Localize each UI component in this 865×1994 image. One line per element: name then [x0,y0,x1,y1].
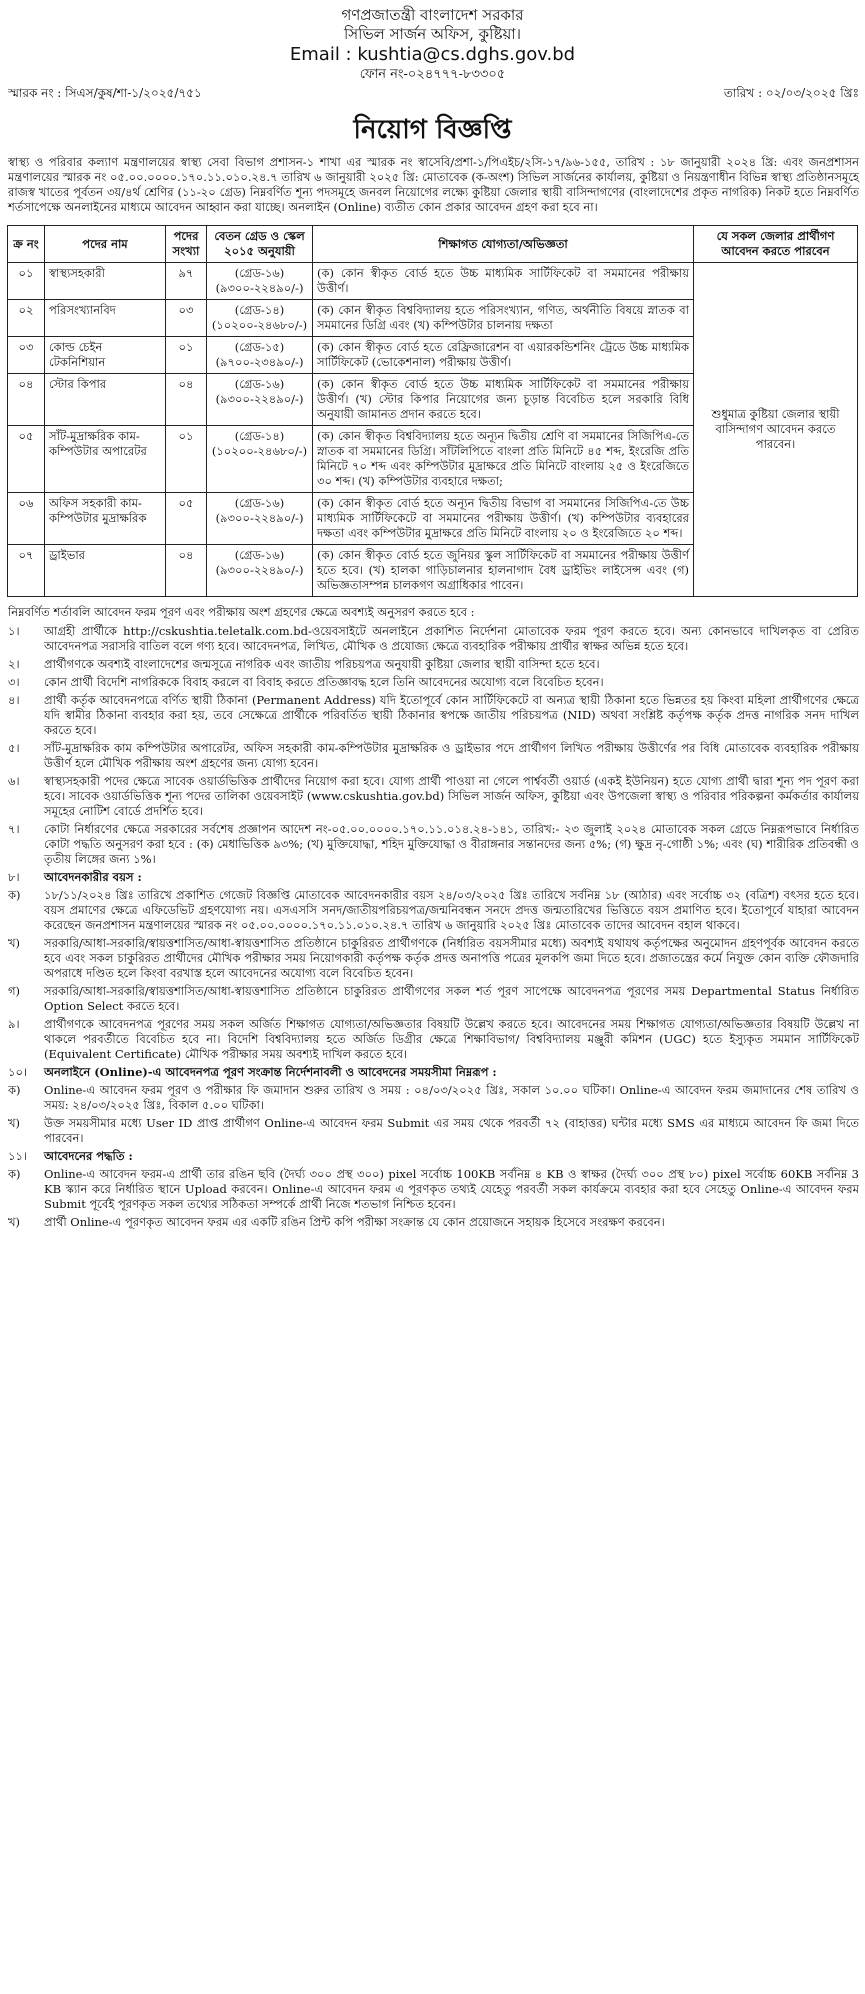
condition-number: ৪। [8,693,20,708]
condition-heading: আবেদনের পদ্ধতি : [44,1149,133,1164]
row-post-count: ০৩ [166,300,207,337]
sub-condition-item [8,1116,859,1146]
row-grade [207,337,313,374]
condition-text: সাঁট-মুদ্রাক্ষরিক কাম কম্পিউটার অপারেটর, অফিস সহকারী কাম-কম্পিউটার মুদ্রাক্ষরিক ও ড্রাইভার পদে প্রার্থীগণ লিখিত পরীক্ষায় উত্তীর্ণের পর বিধি মোতাবেক ব্যবহারিক পরীক্ষায় উত্তীর্ণ হলে মৌখিক পরীক্ষায় অংশ গ্রহণের জন্য যোগ্য হবেন। [44,741,859,771]
condition-number: ১। [8,624,20,639]
sub-condition-number: খ) [8,1116,21,1131]
condition-heading: অনলাইনে (Online)-এ আবেদনপত্র পূরণ সংক্রান্ত নির্দেশনাবলী ও আবেদনের সময়সীমা নিম্নরূপ : [44,1065,497,1080]
row-qualification: (ক) কোন স্বীকৃত বোর্ড হতে উচ্চ মাধ্যমিক সার্টিফিকেট বা সমমানের পরীক্ষায় উত্তীর্ণ। [313,263,694,300]
pay-scale: (১০২০০-২৪৬৮০/-) [211,444,308,459]
col-header-sl: ক্র নং [8,226,45,263]
condition-text: আগ্রহী প্রার্থীকে http://cskushtia.teletalk.com.bd-ওয়েবসাইটে অনলাইনে প্রকাশিত নির্দেশনা মোতাবেক ফরম পূরণ করতে হবে। অন্য কোনভাবে দাখিলকৃত বা প্রেরিত আবেদনপত্র সরাসরি বাতিল বলে গণ্য হবে। আবেদনপত্র, লিখিত, মৌখিক ও প্রযোজ্য ক্ষেত্রে ব্যবহারিক পরীক্ষায় প্রার্থীর স্বাক্ষর অভিন্ন হতে হবে। [44,624,859,654]
conditions-intro: নিম্নবর্ণিত শর্তাবলি আবেদন ফরম পূরণ এবং পরীক্ষায় অংশ গ্রহণের ক্ষেত্রে অবশ্যই অনুসরণ করতে হবে : [8,605,475,620]
condition-text: কোটা নির্ধারণের ক্ষেত্রে সরকারের সর্বশেষ প্রজ্ঞাপন আদেশ নং-০৫.০০.০০০০.১৭০.১১.০১৪.২৪-১৪১, তারিখ:- ২৩ জুলাই ২০২৪ মোতাবেক সকল গ্রেডে নিম্নরূপভাবে নির্ধারিত কোটা পদ্ধতি অনুসরণ করা হবে : (ক) মেধাভিত্তিক ৯৩%; (খ) মুক্তিযোদ্ধা, শহিদ মুক্তিযোদ্ধা ও বীরাঙ্গনার সন্তানদের জন্য ৫%; (গ) ক্ষুদ্র নৃ-গোষ্ঠী ১%; এবং (ঘ) শারীরিক প্রতিবন্ধী ও তৃতীয় লিঙ্গের জন্য ১%। [44,822,859,867]
row-post-name: ড্রাইভার [45,545,166,597]
grade-label: (গ্রেড-১৪) [234,303,285,318]
condition-item [8,1149,859,1164]
row-qualification: (ক) কোন স্বীকৃত বোর্ড হতে জুনিয়র স্কুল সার্টিফিকেট বা সমমানের পরীক্ষায় উত্তীর্ণ হতে হবে। (খ) হালকা গাড়িচালনার হালনাগাদ বৈধ ড্রাইভিং লাইসেন্স এবং (গ) অভিজ্ঞতাসম্পন্ন চালকগণ অগ্রাধিকার পাবেন। [313,545,694,597]
condition-number: ৩। [8,675,20,690]
condition-number: ১০। [8,1065,28,1080]
office-email: Email : kushtia@cs.dghs.gov.bd [289,44,576,65]
page-title: নিয়োগ বিজ্ঞপ্তি [353,114,512,145]
sub-condition-text: ১৮/১১/২০২৪ খ্রিঃ তারিখে প্রকাশিত গেজেট বিজ্ঞপ্তি মোতাবেক আবেদনকারীর বয়স ২৪/০৩/২০২৫ খ্রিঃ তারিখে সর্বনিম্ন ১৮ (আঠার) এবং সর্বোচ্চ ৩২ (বত্রিশ) বৎসর হতে হবে। বয়স প্রমাণের ক্ষেত্রে এফিডেভিট গ্রহণযোগ্য নয়। এসএসসি সনদ/জাতীয়পরিচয়পত্র/জন্মনিবন্ধন সনদে প্রদত্ত জন্মতারিখের ভিত্তিতে বয়স প্রমাণিত হবে। ইতোপূর্বে যাহারা আবেদন করেছেন জনপ্রশাসন মন্ত্রণালয়ের স্মারক নং ০৫.০০.০০০০.১৭০.১১.০১০.২৪.৭ তারিখ ৬ জানুয়ারি ২০২৫ খ্রিঃ মোতাবেক তাদের আবেদন বহাল থাকবে। [44,888,859,933]
pay-scale: (৯৩০০-২২৪৯০/-) [215,511,304,526]
intro-paragraph: স্বাস্থ্য ও পরিবার কল্যাণ মন্ত্রণালয়ের স্বাস্থ্য সেবা বিভাগ প্রশাসন-১ শাখা এর স্মারক নং স্বাসেবি/প্রশা-১/পিএইচ/২সি-১৭/৯৬-১৫৫, তারিখ : ১৮ জানুয়ারী ২০২৪ খ্রি: এবং জনপ্রশাসন মন্ত্রণালয়ের স্মারক নং ০৫.০০.০০০০.১৭০.১১.০১০.২৪.৭ তারিখ ৬ জানুয়ারী ২০২৫ খ্রি: মোতাবেক (ক-অংশ) সিভিল সার্জনের কার্যালয়, কুষ্টিয়া ও নিয়ন্ত্রণাধীন বিভিন্ন স্বাস্থ্য প্রতিষ্ঠানসমূহে রাজস্ব খাতের পূর্বতন ৩য়/৪র্থ শ্রেণির (১১-২০ গ্রেড) নিম্নবর্ণিত শূন্য পদসমূহে জনবল নিয়োগের লক্ষ্যে কুষ্টিয়া জেলার স্থায়ী বাসিন্দাগণের (বাংলাদেশের প্রকৃত নাগরিক) নিকট হতে নিম্নবর্ণিত শর্তসাপেক্ষে অনলাইনের মাধ্যমে আবেদন আহ্বান করা যাচ্ছে। অনলাইন (Online) ব্যতীত কোন প্রকার আবেদন গ্রহণ করা হবে না। [8,155,859,215]
condition-item [8,1065,859,1080]
row-grade [207,493,313,545]
sub-condition-item [8,984,859,1014]
grade-label: (গ্রেড-১৪) [234,429,285,444]
condition-number: ৭। [8,822,20,837]
row-grade [207,300,313,337]
sub-condition-item [8,1215,859,1230]
row-sl: ০২ [8,300,45,337]
sub-condition-text: সরকারি/আধা-সরকারি/স্বায়ত্তশাসিত/আধা-স্বায়ত্তশাসিত প্রতিষ্ঠানে চাকুরিরত প্রার্থীগণের সকল শর্ত পূরণ সাপেক্ষে আবেদনপত্র পূরণের সময় Departmental Status নির্ধারিত Option Select করতে হবে। [44,984,859,1014]
row-post-count: ০১ [166,426,207,493]
row-grade [207,545,313,597]
grade-label: (গ্রেড-১৬) [234,377,285,392]
pay-scale: (৯৭০০-২৩৪৯০/-) [215,355,304,370]
memo-number: স্মারক নং : সিএস/কুষ/শা-১/২০২৫/৭৫১ [8,86,202,100]
office-name: সিভিল সার্জন অফিস, কুষ্টিয়া। [343,25,522,43]
row-post-count: ০৪ [166,545,207,597]
row-grade [207,426,313,493]
condition-text: প্রার্থীগণকে অবশ্যই বাংলাদেশের জন্মসূত্রে নাগরিক এবং জাতীয় পরিচয়পত্র অনুযায়ী কুষ্টিয়া জেলার স্থায়ী বাসিন্দা হতে হবে। [44,657,600,672]
grade-label: (গ্রেড-১৫) [234,340,285,355]
condition-text: স্বাস্থ্যসহকারী পদের ক্ষেত্রে সাবেক ওয়ার্ডভিত্তিক প্রার্থীদের নিয়োগ করা হবে। যোগ্য প্রার্থী পাওয়া না গেলে পার্শ্ববর্তী ওয়ার্ড (একই ইউনিয়ন) হতে যোগ্য প্রার্থী দ্বারা শূন্য পদ পূরণ করা হবে। সাবেক ওয়ার্ডভিত্তিক শূন্য পদের তালিকা ওয়েবসাইট (www.cskushtia.gov.bd) সিভিল সার্জন অফিস, কুষ্টিয়া এবং উপজেলা স্বাস্থ্য ও পরিবার পরিকল্পনা কর্মকর্তার কার্যালয় সমূহের নোটিশ বোর্ডে প্রদর্শিত হবে। [44,774,859,819]
condition-text: প্রার্থী কর্তৃক আবেদনপত্রে বর্ণিত স্থায়ী ঠিকানা (Permanent Address) যদি ইতোপূর্বে কোন সার্টিফিকেটে বা অন্যত্র স্থায়ী ঠিকানা হতে ভিন্নতর হয় কিংবা মহিলা প্রার্থীগণের ক্ষেত্রে যদি স্বামীর ঠিকানা ব্যবহার করা হয়, তবে সেক্ষেত্রে প্রার্থীকে পরিবর্তিত স্থায়ী ঠিকানার স্বপক্ষে জাতীয় পরিচয়পত্র (NID) অথবা সংশ্লিষ্ট কর্তৃপক্ষ কর্তৃক প্রদত্ত নাগরিক সনদ দাখিল করতে হবে। [44,693,859,738]
row-post-count: ৯৭ [166,263,207,300]
sub-condition-number: ক) [8,888,21,903]
condition-item [8,741,859,771]
conditions-section [0,597,865,1230]
letterhead [0,0,865,84]
row-sl: ০৫ [8,426,45,493]
eligible-district: শুধুমাত্র কুষ্টিয়া জেলার স্থায়ী বাসিন্দাগণ আবেদন করতে পারবেন। [694,263,858,597]
row-qualification: (ক) কোন স্বীকৃত বোর্ড হতে অন্যূন দ্বিতীয় বিভাগ বা সমমানের সিজিপিএ-তে উচ্চ মাধ্যমিক সার্টিফিকেটে বা সমমানের পরীক্ষায় উত্তীর্ণ। (খ) কম্পিউটার ব্যবহারের দক্ষতা এবং কম্পিউটার মুদ্রাক্ষরে প্রতি মিনিটে বাংলায় ২০ ও ইংরেজিতে ২০ শব্দ। [313,493,694,545]
row-qualification: (ক) কোন স্বীকৃত বোর্ড হতে উচ্চ মাধ্যমিক সার্টিফিকেট বা সমমানের পরীক্ষায় উত্তীর্ণ। (খ) স্টোর কিপার নিয়োগের জন্য চূড়ান্ত বিবেচিত হলে সরকারি বিধি অনুযায়ী জামানত প্রদান করতে হবে। [313,374,694,426]
sub-condition-text: Online-এ আবেদন ফরম পূরণ ও পরীক্ষার ফি জমাদান শুরুর তারিখ ও সময় : ০৪/০৩/২০২৫ খ্রিঃ, সকাল ১০.০০ ঘটিকা। Online-এ আবেদন ফরম জমাদানের শেষ তারিখ ও সময়: ২৪/০৩/২০২৫ খ্রিঃ, বিকাল ৫.০০ ঘটিকা। [44,1083,859,1113]
condition-item [8,870,859,885]
sub-condition-number: খ) [8,1215,21,1230]
condition-item [8,624,859,654]
row-post-name: পরিসংখ্যানবিদ [45,300,166,337]
condition-number: ৮। [8,870,20,885]
sub-condition-item [8,1167,859,1212]
grade-label: (গ্রেড-১৬) [234,496,285,511]
condition-item [8,693,859,738]
condition-heading: আবেদনকারীর বয়স : [44,870,142,885]
row-sl: ০১ [8,263,45,300]
reference-row [0,84,865,102]
condition-number: ২। [8,657,20,672]
grade-label: (গ্রেড-১৬) [234,548,285,563]
col-header-district: যে সকল জেলার প্রার্থীগণ আবেদন করতে পারবেন [694,226,858,263]
table-header-row [8,226,858,263]
row-post-name: স্বাস্থ্যসহকারী [45,263,166,300]
col-header-grade: বেতন গ্রেড ও স্কেল ২০১৫ অনুযায়ী [207,226,313,263]
col-header-count: পদের সংখ্যা [166,226,207,263]
pay-scale: (৯৩০০-২২৪৯০/-) [215,281,304,296]
condition-item [8,774,859,819]
row-sl: ০৪ [8,374,45,426]
condition-item [8,675,859,690]
condition-number: ৫। [8,741,20,756]
memo-date: তারিখ : ০২/০৩/২০২৫ খ্রিঃ [723,86,859,100]
sub-condition-text: সরকারি/আধা-সরকারি/স্বায়ত্তশাসিত/আধা-স্বায়ত্তশাসিত প্রতিষ্ঠানে চাকুরিরত প্রার্থীগণকে (নির্ধারিত বয়সসীমার মধ্যে) অবশ্যই যথাযথ কর্তৃপক্ষের অনুমোদন গ্রহণপূর্বক আবেদন করতে হবে এবং সকল চাকুরিরত প্রার্থীদের মৌখিক পরীক্ষার সময় নিয়োগকারী কর্তৃপক্ষ কর্তৃক প্রদত্ত অনাপত্তি পত্রের মূলকপি জমা দিতে হবে। প্রজাতন্ত্রের কর্মে নিযুক্ত কোন ব্যক্তি ফৌজদারি অপরাধে দণ্ডিত হলে কিংবা বরখাস্ত হলে আবেদনের অযোগ্য বলে বিবেচিত হবেন। [44,936,859,981]
office-phone: ফোন নং-০২৪৭৭৭-৮৩৩০৫ [359,67,506,82]
col-header-name: পদের নাম [45,226,166,263]
condition-item [8,1017,859,1062]
row-post-name: কোল্ড চেইন টেকনিশিয়ান [45,337,166,374]
condition-number: ৬। [8,774,20,789]
row-sl: ০৬ [8,493,45,545]
sub-condition-number: ক) [8,1167,21,1182]
sub-condition-number: খ) [8,936,21,951]
col-header-qualification: শিক্ষাগত যোগ্যতা/অভিজ্ঞতা [313,226,694,263]
row-post-count: ০১ [166,337,207,374]
row-post-name: সাঁট-মুদ্রাক্ষরিক কাম-কম্পিউটার অপারেটর [45,426,166,493]
pay-scale: (৯৩০০-২২৪৯০/-) [215,392,304,407]
row-sl: ০৩ [8,337,45,374]
condition-text: কোন প্রার্থী বিদেশি নাগরিককে বিবাহ করলে বা বিবাহ করতে প্রতিজ্ঞাবদ্ধ হলে তিনি আবেদনের অযোগ্য বলে বিবেচিত হবেন। [44,675,604,690]
posts-table [7,225,858,597]
row-post-name: স্টোর কিপার [45,374,166,426]
pay-scale: (১০২০০-২৪৬৮০/-) [211,318,308,333]
sub-condition-text: প্রার্থী Online-এ পূরণকৃত আবেদন ফরম এর একটি রঙিন প্রিন্ট কপি পরীক্ষা সংক্রান্ত যে কোন প্রয়োজনে সহায়ক হিসেবে সংরক্ষণ করবেন। [44,1215,665,1230]
row-post-count: ০৪ [166,374,207,426]
sub-condition-number: গ) [8,984,21,999]
sub-condition-item [8,936,859,981]
condition-text: প্রার্থীগণকে আবেদনপত্র পূরণের সময় সকল অর্জিত শিক্ষাগত যোগ্যতা/অভিজ্ঞতার বিষয়টি উল্লেখ করতে হবে। আবেদনের সময় শিক্ষাগত যোগ্যতা/অভিজ্ঞতার বিষয়টি উল্লেখ না থাকলে পরবর্তীতে বিবেচিত হবে না। বিদেশি বিশ্ববিদ্যালয় হতে অর্জিত ডিগ্রীর ক্ষেত্রে শিক্ষাবিভাগ/ বিশ্ববিদ্যালয় মঞ্জুরী কমিশন (UGC) হতে ইস্যুকৃত সমমান সার্টিফিকেট (Equivalent Certificate) মৌখিক পরীক্ষার সময় অবশ্যই দাখিল করতে হবে। [44,1017,859,1062]
condition-number: ৯। [8,1017,20,1032]
sub-condition-item [8,888,859,933]
row-post-name: অফিস সহকারী কাম-কম্পিউটার মুদ্রাক্ষরিক [45,493,166,545]
sub-condition-text: Online-এ আবেদন ফরম-এ প্রার্থী তার রঙিন ছবি (দৈর্ঘ্য ৩০০ প্রস্থ ৩০০) pixel সর্বোচ্চ 100KB সর্বনিম্ন ৪ KB ও স্বাক্ষর (দৈর্ঘ্য ৩০০ প্রস্থ ৮০) pixel সর্বোচ্চ 60KB সর্বনিম্ন 3 KB স্ক্যান করে নির্ধারিত স্থানে Upload করবেন। Online-এ আবেদন ফরম এ পূরণকৃত তথ্যই যেহেতু পরবর্তী সকল কার্যক্রমে ব্যবহার করা হবে সেহেতু Online-এ আবেদন ফরম Submit পূর্বেই পূরণকৃত সকল তথ্যের সঠিকতা সম্পর্কে প্রার্থী নিজে শতভাগ নিশ্চিত হবেন। [44,1167,859,1212]
condition-number: ১১। [8,1149,28,1164]
sub-condition-number: ক) [8,1083,21,1098]
pay-scale: (৯৩০০-২২৪৯০/-) [215,563,304,578]
row-post-count: ০৫ [166,493,207,545]
row-qualification: (ক) কোন স্বীকৃত বিশ্ববিদ্যালয় হতে অন্যূন দ্বিতীয় শ্রেণি বা সমমানের সিজিপিএ-তে স্নাতক বা সমমানের ডিগ্রি। সাঁটলিপিতে বাংলা প্রতি মিনিটে ৪৫ শব্দ, ইংরেজি প্রতি মিনিটে ৭০ শব্দ এবং কম্পিউটার মুদ্রাক্ষরে প্রতি মিনিটে বাংলায় ২৫ ও ইংরেজিতে ৩০ শব্দ। (খ) কম্পিউটার ব্যবহারে দক্ষতা; [313,426,694,493]
row-sl: ০৭ [8,545,45,597]
row-qualification: (ক) কোন স্বীকৃত বিশ্ববিদ্যালয় হতে পরিসংখ্যান, গণিত, অর্থনীতি বিষয়ে স্নাতক বা সমমানের ডিগ্রি এবং (খ) কম্পিউটার চালনায় দক্ষতা [313,300,694,337]
row-qualification: (ক) কোন স্বীকৃত বোর্ড হতে রেফ্রিজারেশন বা এয়ারকন্ডিশনিং ট্রেডে উচ্চ মাধ্যমিক সার্টিফিকেট (ভোকেশনাল) পরীক্ষায় উত্তীর্ণ। [313,337,694,374]
row-grade [207,374,313,426]
condition-item [8,822,859,867]
sub-condition-item [8,1083,859,1113]
condition-item [8,657,859,672]
sub-condition-text: উক্ত সময়সীমার মধ্যে User ID প্রাপ্ত প্রার্থীগণ Online-এ আবেদন ফরম Submit এর সময় থেকে পরবর্তী ৭২ (বাহাত্তর) ঘন্টার মধ্যে SMS এর মাধ্যমে আবেদন ফি জমা দিতে পারবেন। [44,1116,859,1146]
row-grade [207,263,313,300]
table-row [8,263,858,300]
grade-label: (গ্রেড-১৬) [234,266,285,281]
govt-name: গণপ্রজাতন্ত্রী বাংলাদেশ সরকার [341,6,524,24]
